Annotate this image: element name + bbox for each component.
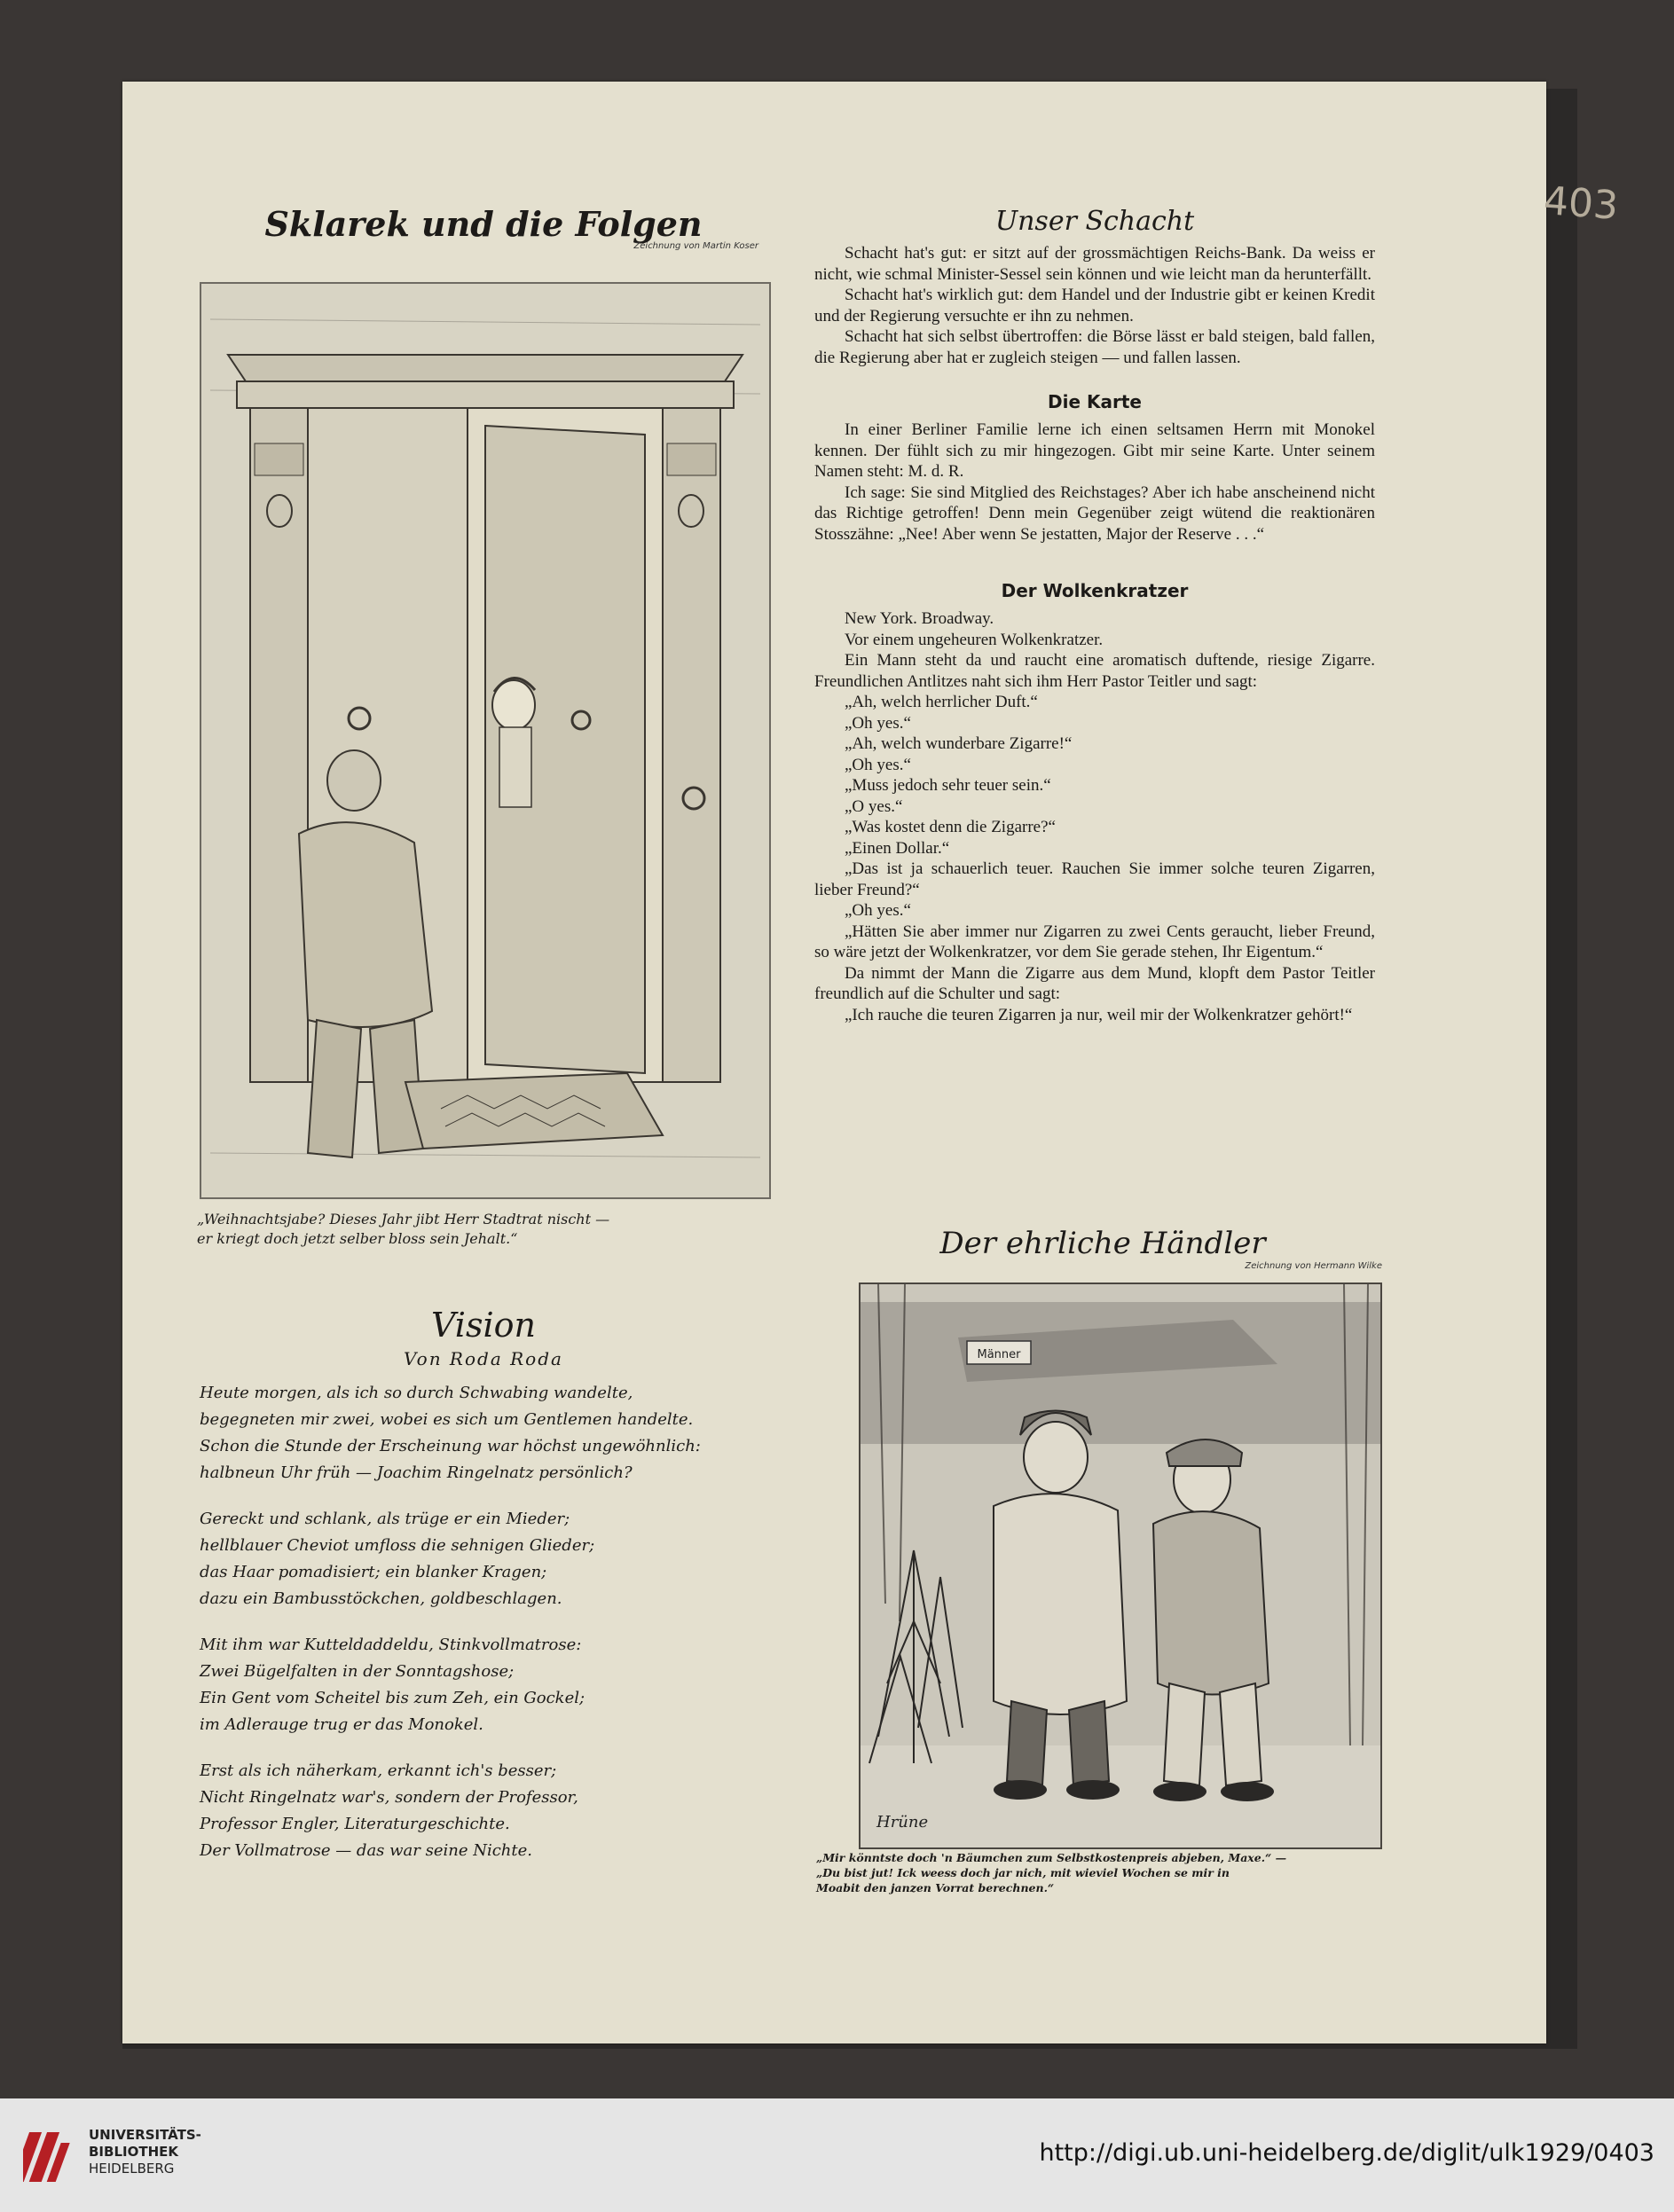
wolkenkratzer-paragraph: „Das ist ja schauerlich teuer. Rauchen Sie immer solche teuren Zigarren, lieber Freund?“ (814, 859, 1375, 899)
digital-library-url[interactable]: http://digi.ub.uni-heidelberg.de/diglit/ulk1929/0403 (1039, 2139, 1654, 2167)
wolkenkratzer-paragraph: „Ah, welch wunderbare Zigarre!“ (845, 734, 1073, 753)
library-footer (0, 2098, 1674, 2212)
library-name-line: HEIDELBERG (89, 2161, 175, 2177)
poem-line: Schon die Stunde der Erscheinung war höchst ungewöhnlich: (200, 1437, 701, 1455)
two-men-illustration (861, 1284, 1380, 1847)
library-name-line: UNIVERSITÄTS- (89, 2127, 201, 2143)
haendler-caption-line: „Mir könntste doch 'n Bäumchen zum Selbstkostenpreis abjeben, Maxe.“ — (816, 1851, 1287, 1864)
haendler-credit: Zeichnung von Hermann Wilke (1245, 1261, 1382, 1271)
poem-stanza (200, 1758, 767, 1864)
page-number-mark: 403 (1542, 178, 1620, 229)
wolkenkratzer-paragraph: Vor einem ungeheuren Wolkenkratzer. (845, 630, 1104, 649)
haendler-caption (816, 1850, 1384, 1895)
right-column (814, 204, 1375, 1025)
wolkenkratzer-paragraph: „Oh yes.“ (845, 901, 911, 920)
schacht-title: Unser Schacht (994, 206, 1195, 237)
wolkenkratzer-text (814, 608, 1375, 1025)
library-name-line: BIBLIOTHEK (89, 2144, 178, 2160)
library-name (89, 2127, 201, 2177)
poem-line: Ein Gent vom Scheitel bis zum Zeh, ein Gockel; (200, 1689, 586, 1707)
poem-stanza (200, 1632, 767, 1738)
wolkenkratzer-paragraph: „Ah, welch herrlicher Duft.“ (845, 693, 1038, 711)
poem-line: halbneun Uhr früh — Joachim Ringelnatz persönlich? (200, 1463, 633, 1482)
sign-text: Männer (977, 1348, 1021, 1361)
wolkenkratzer-paragraph: Ein Mann steht da und raucht eine aromatisch duftende, riesige Zigarre. Freundlichen Antlitzes naht sich ihm Herr Pastor Teitler und sagt: (814, 651, 1375, 691)
sklarek-header (200, 204, 767, 251)
poem-line: Zwei Bügelfalten in der Sonntagshose; (200, 1662, 515, 1681)
schacht-text (814, 243, 1375, 368)
poem-line: Gereckt und schlank, als trüge er ein Mieder; (200, 1510, 570, 1528)
university-library-logo-icon (23, 2125, 78, 2185)
artist-signature: Hrüne (876, 1813, 929, 1832)
schacht-paragraph: Schacht hat's gut: er sitzt auf der grossmächtigen Reichs-Bank. Da weiss er nicht, wie schmal Minister-Sessel sein können und wie leicht man da herunterfällt. (814, 244, 1375, 284)
wolkenkratzer-paragraph: „Oh yes.“ (845, 755, 911, 774)
sklarek-cartoon (200, 282, 771, 1199)
haendler-title: Der ehrliche Händler (939, 1226, 1266, 1261)
poem-line: Heute morgen, als ich so durch Schwabing wandelte, (200, 1384, 633, 1402)
wolkenkratzer-paragraph: „Ich rauche die teuren Zigarren ja nur, weil mir der Wolkenkratzer gehört!“ (845, 1005, 1353, 1024)
poem-line: das Haar pomadisiert; ein blanker Kragen; (200, 1563, 547, 1581)
sklarek-title: Sklarek und die Folgen (264, 204, 703, 244)
door-scene-illustration (201, 284, 769, 1197)
poem-line: Professor Engler, Literaturgeschichte. (200, 1815, 510, 1833)
wolkenkratzer-paragraph: „Oh yes.“ (845, 713, 911, 733)
karte-title: Die Karte (1048, 391, 1142, 412)
wolkenkratzer-paragraph: New York. Broadway. (845, 609, 994, 628)
karte-paragraph: In einer Berliner Familie lerne ich einen seltsamen Herrn mit Monokel kennen. Der fühlt sich zu mir hingezogen. Gibt mir seine Karte. Unter seinem Namen steht: M. d. R. (814, 420, 1375, 481)
wolkenkratzer-paragraph: „O yes.“ (845, 796, 903, 816)
vision-poem (200, 1380, 767, 1864)
poem-line: Der Vollmatrose — das war seine Nichte. (200, 1841, 532, 1860)
vision-article (200, 1304, 767, 1884)
poem-line: Mit ihm war Kutteldaddeldu, Stinkvollmatrose: (200, 1635, 582, 1654)
wolkenkratzer-paragraph: „Einen Dollar.“ (845, 838, 950, 858)
vision-title: Vision (431, 1306, 536, 1345)
poem-line: hellblauer Cheviot umfloss die sehnigen Glieder; (200, 1536, 595, 1555)
poem-stanza (200, 1380, 767, 1486)
schacht-paragraph: Schacht hat's wirklich gut: dem Handel und der Industrie gibt er keinen Kredit und der Regierung versuchte er ihn zu nehmen. (814, 286, 1375, 326)
haendler-cartoon (859, 1282, 1382, 1849)
poem-line: dazu ein Bambusstöckchen, goldbeschlagen. (200, 1589, 562, 1608)
poem-stanza (200, 1506, 767, 1612)
poem-line: Erst als ich näherkam, erkannt ich's besser; (200, 1761, 557, 1780)
poem-line: im Adlerauge trug er das Monokel. (200, 1715, 483, 1734)
poem-line: Nicht Ringelnatz war's, sondern der Professor, (200, 1788, 578, 1807)
haendler-header (859, 1224, 1382, 1271)
vision-author: Von Roda Roda (404, 1348, 563, 1369)
sklarek-caption (197, 1210, 774, 1249)
wolkenkratzer-paragraph: „Was kostet denn die Zigarre?“ (845, 818, 1056, 836)
wolkenkratzer-paragraph: Da nimmt der Mann die Zigarre aus dem Mund, klopft dem Pastor Teitler freundlich auf die Schulter und sagt: (814, 963, 1375, 1003)
schacht-paragraph: Schacht hat sich selbst übertroffen: die Börse lässt er bald steigen, bald fallen, die Regierung aber hat er zugleich steigen — und fallen lassen. (814, 327, 1375, 367)
sklarek-credit: Zeichnung von Martin Koser (633, 241, 758, 251)
haendler-caption-line: Moabit den janzen Vorrat berechnen.“ (816, 1881, 1055, 1894)
karte-paragraph: Ich sage: Sie sind Mitglied des Reichstages? Aber ich habe anscheinend nicht das Richtige getroffen! Denn mein Gegenüber zeigt wütend die reaktionären Stosszähne: „Nee! Aber wenn Se jestatten, Major der Reserve . . .“ (814, 482, 1375, 544)
sklarek-caption-line: er kriegt doch jetzt selber bloss sein Jehalt.“ (197, 1230, 518, 1247)
wolkenkratzer-title: Der Wolkenkratzer (1001, 580, 1189, 601)
poem-line: begegneten mir zwei, wobei es sich um Gentlemen handelte. (200, 1410, 694, 1429)
karte-text (814, 420, 1375, 545)
haendler-caption-line: „Du bist jut! Ick weess doch jar nich, mit wieviel Wochen se mir in (816, 1866, 1230, 1879)
sklarek-caption-line: „Weihnachtsjabe? Dieses Jahr jibt Herr Stadtrat nischt — (197, 1211, 610, 1228)
wolkenkratzer-paragraph: „Hätten Sie aber immer nur Zigarren zu zwei Cents geraucht, lieber Freund, so wäre jetzt der Wolkenkratzer, vor dem Sie gerade stehen, Ihr Eigentum.“ (814, 922, 1375, 961)
wolkenkratzer-paragraph: „Muss jedoch sehr teuer sein.“ (845, 776, 1051, 795)
